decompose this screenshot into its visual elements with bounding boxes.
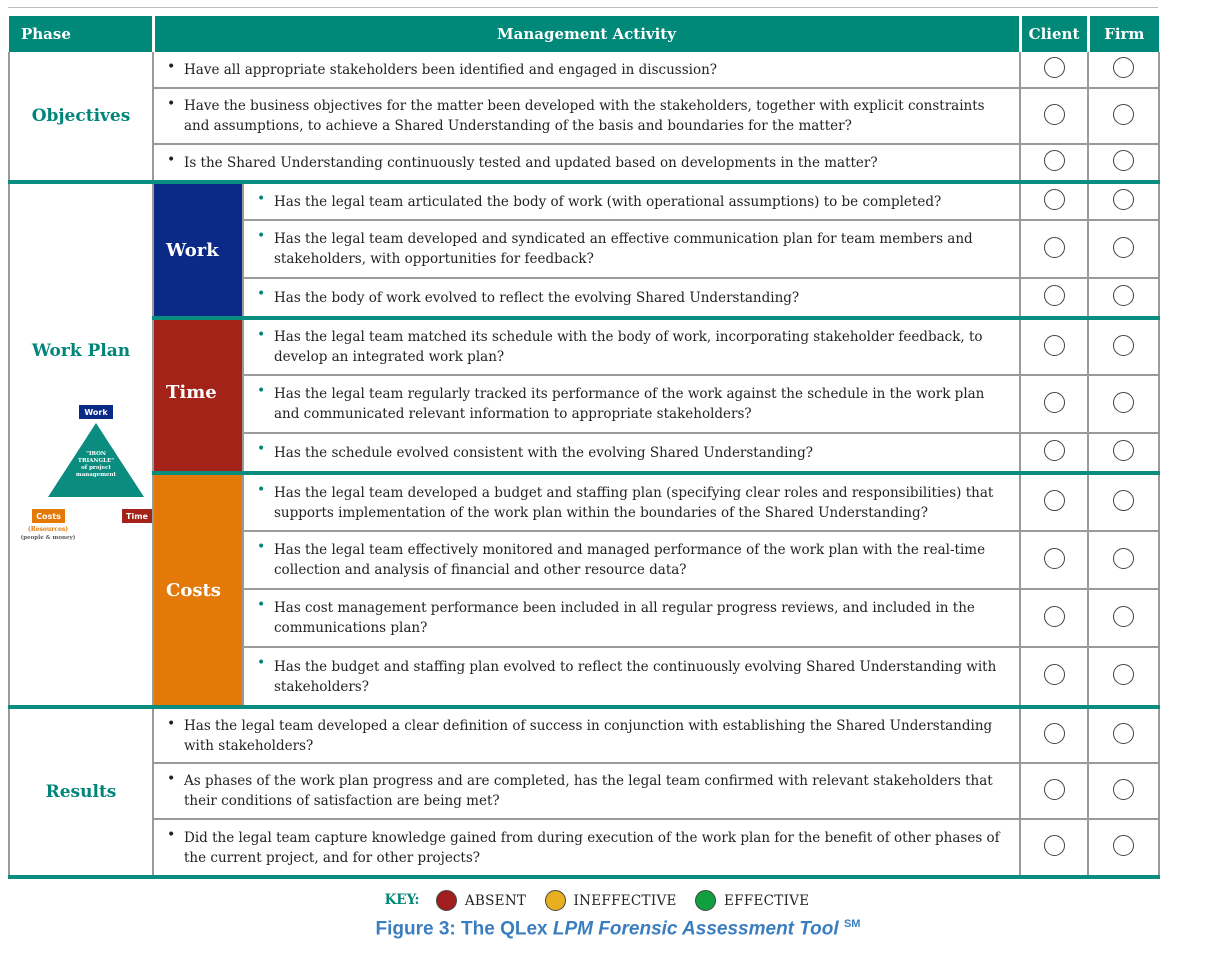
figure-caption (0, 918, 1208, 940)
activity-item: • Has the legal team effectively monitored and managed performance of the work plan with the real-time collection and analysis of financial and other resource data? (243, 531, 1020, 589)
top-rule (8, 7, 1158, 8)
client-rating[interactable] (1020, 318, 1088, 375)
firm-rating[interactable] (1088, 819, 1159, 877)
firm-rating[interactable] (1088, 763, 1159, 819)
client-rating[interactable] (1020, 220, 1088, 278)
ineffective-dot-icon (545, 890, 566, 911)
activity-item: • Have the business objectives for the matter been developed with the stakeholders, together with explicit constraints and assumptions, to achieve a Shared Understanding of the basis and boundaries for the matter? (153, 88, 1020, 144)
activity-item: • Has the body of work evolved to reflect the evolving Shared Understanding? (243, 278, 1020, 318)
rating-circle-icon (1044, 440, 1065, 461)
firm-rating[interactable] (1088, 278, 1159, 318)
diagram-work-label: Work (84, 408, 108, 417)
table-row (9, 318, 1159, 375)
firm-rating[interactable] (1088, 88, 1159, 144)
firm-rating[interactable] (1088, 473, 1159, 531)
diagram-time-label: Time (126, 512, 148, 521)
rating-circle-icon (1044, 335, 1065, 356)
client-rating[interactable] (1020, 589, 1088, 647)
client-rating[interactable] (1020, 144, 1088, 182)
client-rating[interactable] (1020, 531, 1088, 589)
effective-dot-icon (695, 890, 716, 911)
rating-circle-icon (1113, 548, 1134, 569)
firm-rating[interactable] (1088, 531, 1159, 589)
rating-circle-icon (1044, 835, 1065, 856)
rating-circle-icon (1113, 723, 1134, 744)
iron-triangle-diagram (16, 405, 152, 545)
client-rating[interactable] (1020, 647, 1088, 707)
table-row (9, 182, 1159, 220)
firm-rating[interactable] (1088, 375, 1159, 433)
diagram-costs-label: Costs (36, 512, 61, 521)
client-rating[interactable] (1020, 763, 1088, 819)
subphase-time: Time (153, 318, 243, 473)
client-rating[interactable] (1020, 375, 1088, 433)
firm-rating[interactable] (1088, 433, 1159, 473)
header-phase: Phase (9, 16, 153, 52)
activity-item: • Is the Shared Understanding continuously tested and updated based on developments in the matter? (153, 144, 1020, 182)
table-row (9, 144, 1159, 182)
rating-circle-icon (1044, 392, 1065, 413)
phase-workplan (9, 182, 153, 707)
header-activity: Management Activity (153, 16, 1020, 52)
diagram-costs-sub: (Resources) (27, 526, 69, 533)
client-rating[interactable] (1020, 278, 1088, 318)
firm-rating[interactable] (1088, 318, 1159, 375)
activity-item: • Has the legal team matched its schedule with the body of work, incorporating stakeholder feedback, to develop an integrated work plan? (243, 318, 1020, 375)
rating-circle-icon (1113, 440, 1134, 461)
subphase-costs: Costs (153, 473, 243, 707)
firm-rating[interactable] (1088, 647, 1159, 707)
table-row (9, 819, 1159, 877)
firm-rating[interactable] (1088, 589, 1159, 647)
absent-dot-icon (436, 890, 457, 911)
key-effective: EFFECTIVE (724, 892, 810, 909)
rating-circle-icon (1113, 835, 1134, 856)
rating-circle-icon (1113, 779, 1134, 800)
activity-item: • Have all appropriate stakeholders been identified and engaged in discussion? (153, 52, 1020, 88)
diagram-costs-sub2: (people & money) (20, 535, 76, 541)
rating-circle-icon (1044, 237, 1065, 258)
client-rating[interactable] (1020, 707, 1088, 763)
key-absent: ABSENT (464, 892, 527, 909)
firm-rating[interactable] (1088, 707, 1159, 763)
subphase-work: Work (153, 182, 243, 318)
table-row (9, 473, 1159, 531)
phase-results: Results (9, 707, 153, 877)
rating-circle-icon (1113, 150, 1134, 171)
activity-item: • Has the schedule evolved consistent with the evolving Shared Understanding? (243, 433, 1020, 473)
rating-circle-icon (1113, 189, 1134, 210)
diagram-center-label: "IRON TRIANGLE" of project management (75, 451, 117, 478)
activity-item: • Did the legal team capture knowledge gained from during execution of the work plan for the benefit of other phases of the current project, and for other projects? (153, 819, 1020, 877)
rating-circle-icon (1044, 490, 1065, 511)
header-row (9, 16, 1159, 52)
phase-objectives: Objectives (9, 52, 153, 182)
rating-circle-icon (1044, 104, 1065, 125)
caption-prefix: Figure 3: The QLex (375, 918, 553, 940)
rating-circle-icon (1113, 335, 1134, 356)
activity-item: • Has cost management performance been included in all regular progress reviews, and included in the communications plan? (243, 589, 1020, 647)
table-row (9, 88, 1159, 144)
activity-item: • Has the budget and staffing plan evolved to reflect the continuously evolving Shared Understanding with stakeholders? (243, 647, 1020, 707)
activity-item: • Has the legal team developed and syndicated an effective communication plan for team members and stakeholders, with opportunities for feedback? (243, 220, 1020, 278)
table-row (9, 52, 1159, 88)
activity-item: • Has the legal team developed a budget and staffing plan (specifying clear roles and responsibilities) that supports implementation of the work plan within the boundaries of the Shared Understanding? (243, 473, 1020, 531)
rating-circle-icon (1113, 285, 1134, 306)
caption-sup: SM (843, 918, 861, 930)
client-rating[interactable] (1020, 52, 1088, 88)
activity-item: • As phases of the work plan progress and are completed, has the legal team confirmed with relevant stakeholders that their conditions of satisfaction are being met? (153, 763, 1020, 819)
firm-rating[interactable] (1088, 144, 1159, 182)
rating-circle-icon (1113, 237, 1134, 258)
table-row (9, 707, 1159, 763)
rating-circle-icon (1113, 392, 1134, 413)
rating-circle-icon (1044, 285, 1065, 306)
rating-circle-icon (1044, 189, 1065, 210)
rating-circle-icon (1044, 606, 1065, 627)
client-rating[interactable] (1020, 433, 1088, 473)
key-label: KEY: (384, 892, 420, 908)
client-rating[interactable] (1020, 819, 1088, 877)
caption-italic: LPM Forensic Assessment Tool (552, 918, 839, 940)
rating-circle-icon (1113, 104, 1134, 125)
header-client: Client (1020, 16, 1088, 52)
rating-circle-icon (1113, 57, 1134, 78)
key-ineffective: INEFFECTIVE (573, 892, 677, 909)
rating-circle-icon (1044, 150, 1065, 171)
activity-item: • Has the legal team developed a clear definition of success in conjunction with establishing the Shared Understanding with stakeholders? (153, 707, 1020, 763)
rating-circle-icon (1044, 779, 1065, 800)
phase-workplan-label: Work Plan (31, 341, 131, 361)
header-firm: Firm (1088, 16, 1159, 52)
client-rating[interactable] (1020, 182, 1088, 220)
legend-key (0, 890, 1208, 911)
rating-circle-icon (1044, 723, 1065, 744)
firm-rating[interactable] (1088, 182, 1159, 220)
rating-circle-icon (1113, 606, 1134, 627)
rating-circle-icon (1113, 664, 1134, 685)
assessment-table (8, 16, 1160, 879)
rating-circle-icon (1113, 490, 1134, 511)
activity-item: • Has the legal team regularly tracked its performance of the work against the schedule in the work plan and communicated relevant information to appropriate stakeholders? (243, 375, 1020, 433)
activity-item: • Has the legal team articulated the body of work (with operational assumptions) to be completed? (243, 182, 1020, 220)
firm-rating[interactable] (1088, 52, 1159, 88)
table-row (9, 763, 1159, 819)
client-rating[interactable] (1020, 88, 1088, 144)
rating-circle-icon (1044, 57, 1065, 78)
rating-circle-icon (1044, 664, 1065, 685)
firm-rating[interactable] (1088, 220, 1159, 278)
rating-circle-icon (1044, 548, 1065, 569)
client-rating[interactable] (1020, 473, 1088, 531)
